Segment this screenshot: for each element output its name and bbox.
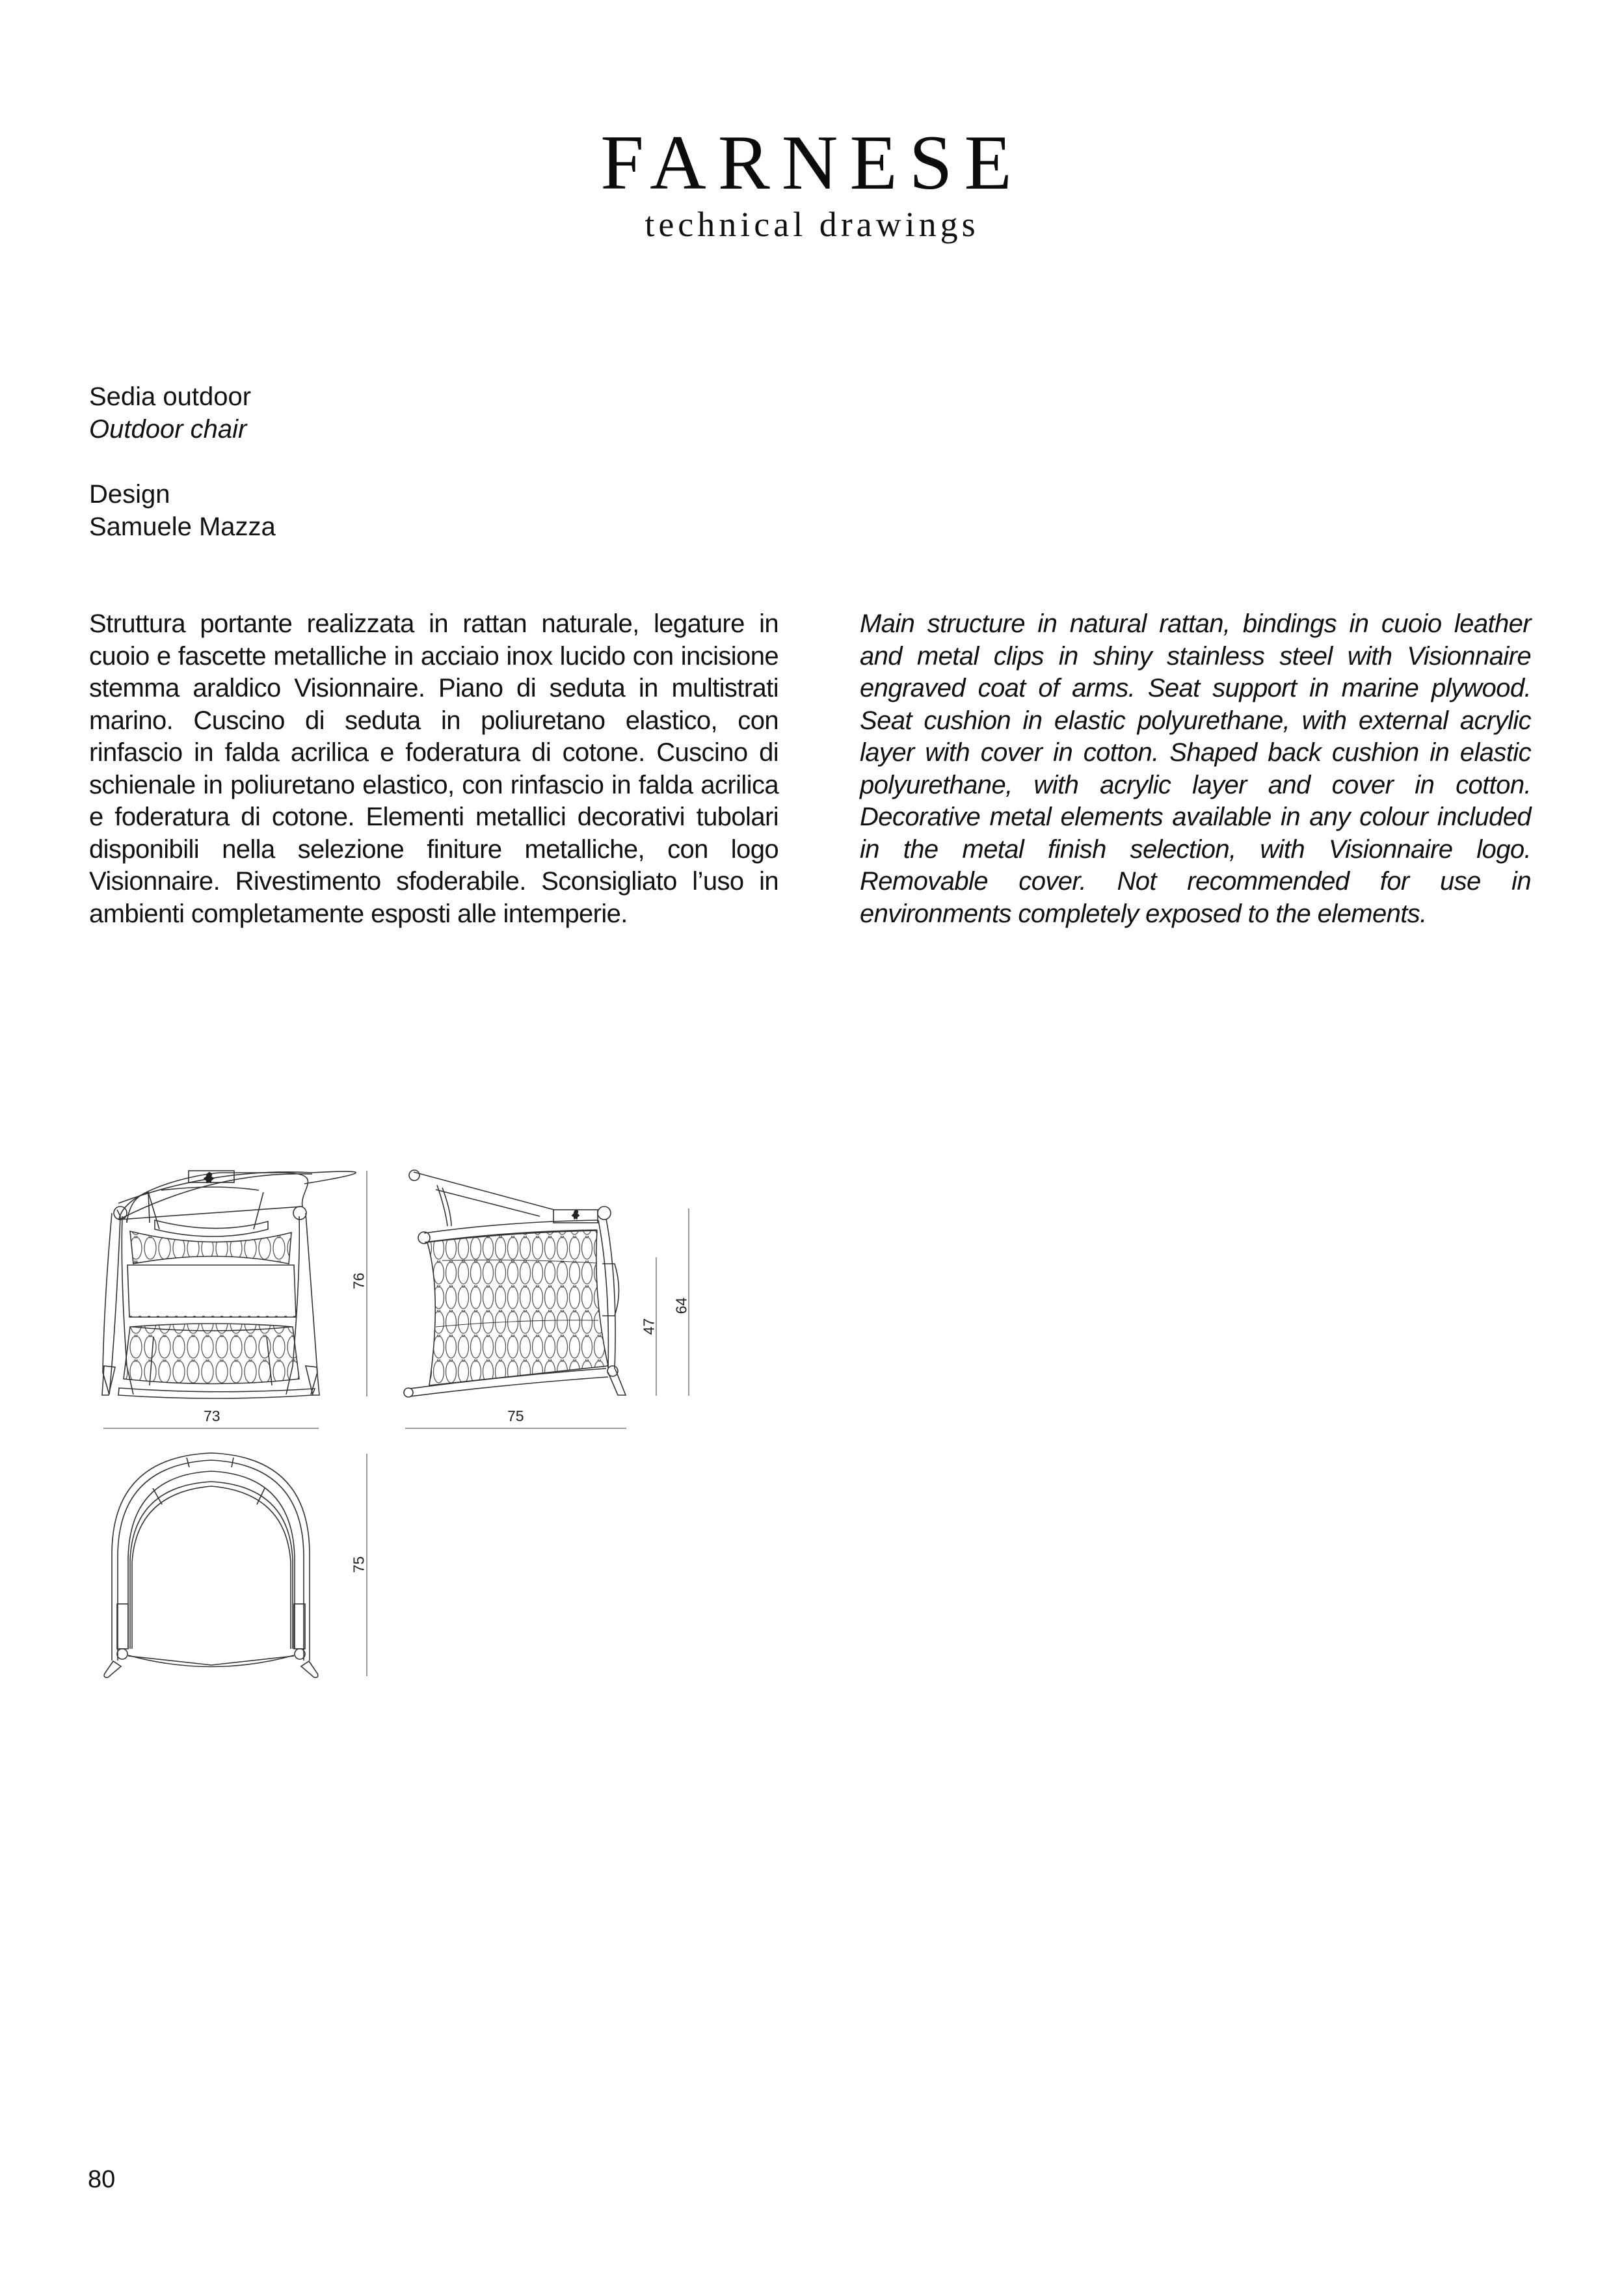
designer-name: Samuele Mazza [89,513,276,541]
page-title: FARNESE [600,119,1024,206]
product-type-italian: Sedia outdoor [89,382,252,411]
page-number: 80 [88,2166,116,2193]
side-seat-height-label: 47 [640,1318,658,1335]
top-view-drawing [104,1453,318,1677]
designer-block [89,478,276,543]
description-english: Main structure in natural rattan, bindings in cuoio leather and metal clips in shiny stainless steel with Visionnaire engraved coat of arms. Seat support in marine plywood. Seat cushion in elastic polyurethane, with external acrylic layer with cover in cotton. Shaped back cushion in elastic polyurethane, with acrylic layer and cover in cotton. Decorative metal elements available in any colour included in the metal finish selection, with Visionnaire logo. Removable cover. Not recommended for use in environments completely exposed to the elements. [860,609,1531,928]
front-width-label: 73 [204,1407,220,1424]
side-arm-height-label: 64 [672,1297,690,1314]
product-type-block [89,380,251,446]
front-height-label: 76 [350,1272,367,1290]
product-type-english: Outdoor chair [89,415,247,444]
side-view-drawing [404,1170,626,1397]
top-depth-label: 75 [350,1556,367,1573]
side-depth-label: 75 [507,1407,524,1424]
description-italian: Struttura portante realizzata in rattan naturale, legature in cuoio e fascette metalliche in acciaio inox lucido con incisione stemma araldico Visionnaire. Piano di seduta in multistrati marino. Cuscino di seduta in poliuretano elastico, con rinfascio in falda acrilica e foderatura di cotone. Cuscino di schienale in poliuretano elastico, con rinfascio in falda acrilica e foderatura di cotone. Elementi metallici decorativi tubolari disponibili nella selezione finiture metalliche, con logo Visionnaire. Rivestimento sfoderabile. Sconsigliato l’uso in ambienti completamente esposti alle intemperie. [89,609,779,928]
design-label: Design [89,480,170,509]
front-view-drawing [102,1171,356,1398]
page-subtitle: technical drawings [645,205,979,244]
